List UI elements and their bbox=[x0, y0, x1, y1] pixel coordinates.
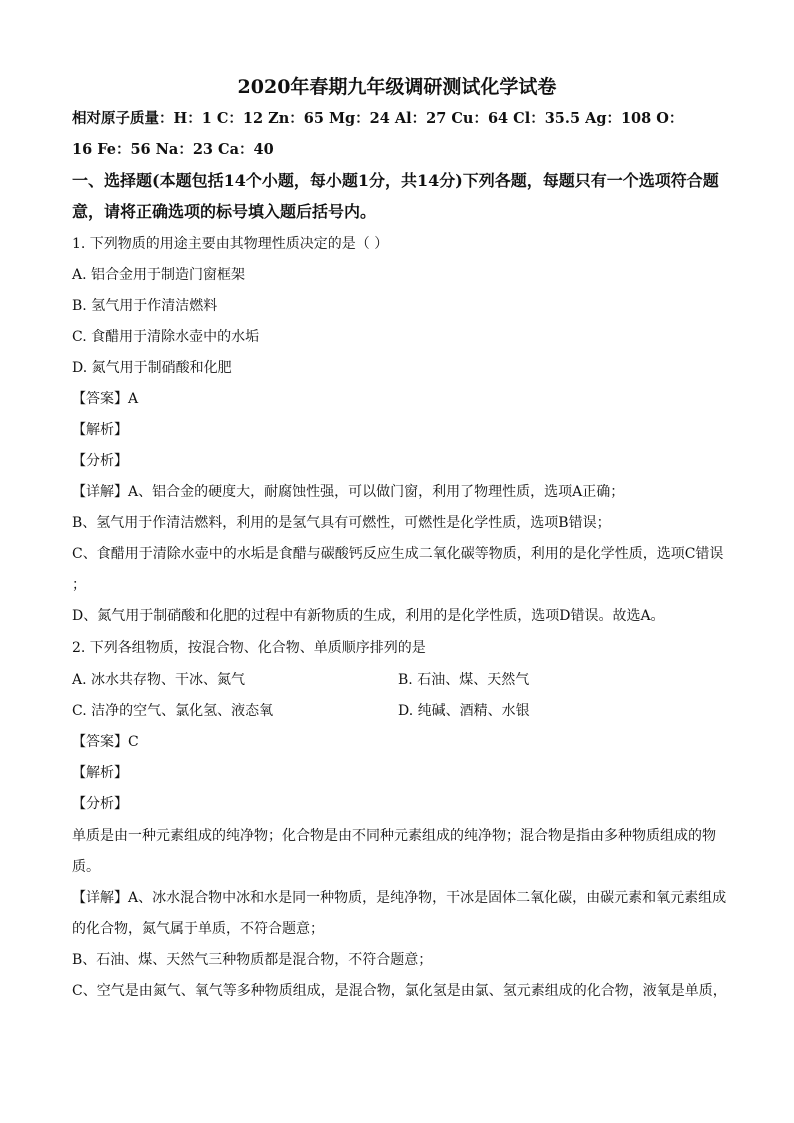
q1-detail-line-5: D、氮气用于制硝酸和化肥的过程中有新物质的生成，利用的是化学性质，选项D错误。故选A。 bbox=[72, 608, 665, 624]
q2-fenxi-label: 【分析】 bbox=[72, 796, 128, 812]
q1-stem: 1. 下列物质的用途主要由其物理性质决定的是（ ） bbox=[72, 236, 389, 252]
q2-analysis-line-1: 单质是由一种元素组成的纯净物；化合物是由不同种元素组成的纯净物；混合物是指由多种物质组成的物 bbox=[72, 828, 716, 844]
q2-detail-line-3: B、石油、煤、天然气三种物质都是混合物，不符合题意； bbox=[72, 952, 433, 968]
q2-option-b: B. 石油、煤、天然气 bbox=[398, 672, 530, 688]
q1-detail-line-2: B、氢气用于作清洁燃料，利用的是氢气具有可燃性，可燃性是化学性质，选项B错误； bbox=[72, 515, 611, 531]
section-heading-line-1: 一、选择题(本题包括14个小题，每小题1分，共14分)下列各题，每题只有一个选项符合题 bbox=[72, 171, 719, 190]
q1-option-a: A. 铝合金用于制造门窗框架 bbox=[72, 267, 246, 283]
q1-detail-line-1: 【详解】A、铝合金的硬度大，耐腐蚀性强，可以做门窗，利用了物理性质，选项A正确； bbox=[72, 484, 625, 500]
q1-detail-line-4: ； bbox=[72, 577, 86, 593]
q2-stem: 2. 下列各组物质，按混合物、化合物、单质顺序排列的是 bbox=[72, 640, 426, 656]
q2-option-c: C. 洁净的空气、氯化氢、液态氧 bbox=[72, 703, 274, 719]
atomic-mass-line-2: 16 Fe：56 Na：23 Ca：40 bbox=[72, 141, 274, 158]
q1-option-b: B. 氢气用于作清洁燃料 bbox=[72, 298, 218, 314]
section-heading-line-2: 意，请将正确选项的标号填入题后括号内。 bbox=[72, 202, 377, 221]
q1-answer: 【答案】A bbox=[72, 391, 139, 407]
q2-detail-line-1: 【详解】A、冰水混合物中冰和水是同一种物质，是纯净物，干冰是固体二氧化碳，由碳元素和氧元素组成 bbox=[72, 890, 727, 906]
q2-jiexi-label: 【解析】 bbox=[72, 765, 128, 781]
q1-option-d: D. 氮气用于制硝酸和化肥 bbox=[72, 360, 232, 376]
q2-answer: 【答案】C bbox=[72, 734, 139, 750]
q2-detail-line-4: C、空气是由氮气、氧气等多种物质组成，是混合物，氯化氢是由氯、氢元素组成的化合物，液氧是单质， bbox=[72, 983, 727, 999]
q2-option-d: D. 纯碱、酒精、水银 bbox=[398, 703, 530, 719]
page-title: 2020年春期九年级调研测试化学试卷 bbox=[237, 76, 557, 98]
q1-detail-line-3: C、食醋用于清除水壶中的水垢是食醋与碳酸钙反应生成二氧化碳等物质，利用的是化学性质，选项C错误 bbox=[72, 546, 724, 562]
q1-option-c: C. 食醋用于清除水壶中的水垢 bbox=[72, 329, 260, 345]
q2-option-a: A. 冰水共存物、干冰、氮气 bbox=[72, 672, 246, 688]
q1-jiexi-label: 【解析】 bbox=[72, 422, 128, 438]
atomic-mass-line-1: 相对原子质量：H：1 C：12 Zn：65 Mg：24 Al：27 Cu：64 Cl：35.5 Ag：108 O： bbox=[72, 110, 684, 127]
q2-analysis-line-2: 质。 bbox=[72, 859, 100, 875]
q2-detail-line-2: 的化合物，氮气属于单质，不符合题意； bbox=[72, 921, 324, 937]
q1-fenxi-label: 【分析】 bbox=[72, 453, 128, 469]
